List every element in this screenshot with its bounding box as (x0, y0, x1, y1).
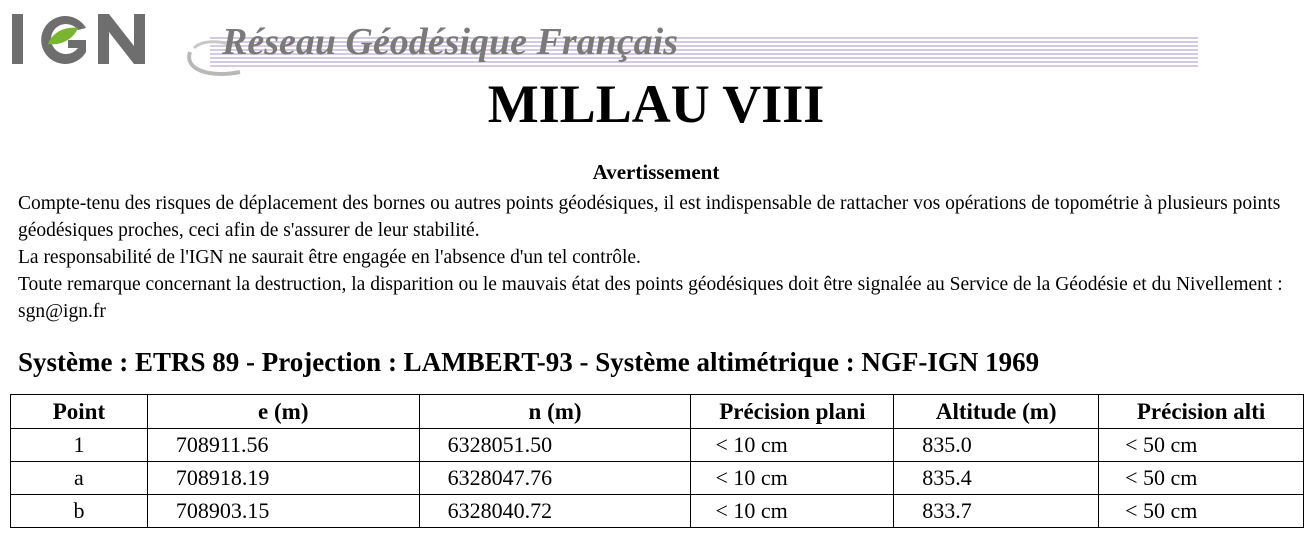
cell-precision-plani: < 10 cm (691, 429, 894, 462)
table-row (11, 429, 1304, 462)
warning-paragraph: La responsabilité de l'IGN ne saurait être engagée en l'absence d'un tel contrôle. (18, 247, 641, 268)
column-header-n: n (m) (419, 395, 691, 429)
warning-paragraph: Compte-tenu des risques de déplacement des bornes ou autres points géodésiques, il est indispensable de rattacher vos opérations de topométrie à plusieurs points géodésiques proches, ceci afin de s'assurer de leur stabilité. (18, 193, 1281, 241)
cell-precision-plani: < 10 cm (691, 462, 894, 495)
warning-text (18, 190, 1310, 325)
cell-altitude: 833.7 (894, 495, 1099, 528)
header (0, 0, 1312, 80)
cell-n: 6328051.50 (419, 429, 691, 462)
site-name: MILLAU VIII (487, 74, 825, 134)
cell-precision-alti: < 50 cm (1099, 462, 1304, 495)
warning-paragraph (18, 271, 1310, 325)
cell-e: 708903.15 (147, 495, 419, 528)
column-header-altitude: Altitude (m) (894, 395, 1099, 429)
table-row (11, 462, 1304, 495)
warning-title: Avertissement (592, 160, 720, 184)
cell-e: 708911.56 (147, 429, 419, 462)
cell-point: b (11, 495, 148, 528)
table-header-row (11, 395, 1304, 429)
cell-precision-plani: < 10 cm (691, 495, 894, 528)
warning-paragraph-text: Toute remarque concernant la destruction, la disparition ou le mauvais état des points géodésiques doit être signalée au Service de la Géodésie et du Nivellement : sgn@ign.fr (18, 274, 1283, 322)
cell-precision-alti: < 50 cm (1099, 429, 1304, 462)
cell-precision-alti: < 50 cm (1099, 495, 1304, 528)
ign-logo (8, 6, 148, 70)
points-table (10, 394, 1304, 528)
cell-e: 708918.19 (147, 462, 419, 495)
banner (180, 18, 1200, 80)
cell-altitude: 835.0 (894, 429, 1099, 462)
column-header-point: Point (11, 395, 148, 429)
cell-n: 6328047.76 (419, 462, 691, 495)
banner-title: Réseau Géodésique Français (222, 21, 678, 63)
cell-n: 6328040.72 (419, 495, 691, 528)
column-header-e: e (m) (147, 395, 419, 429)
table-row (11, 495, 1304, 528)
cell-point: a (11, 462, 148, 495)
cell-point: 1 (11, 429, 148, 462)
column-header-precision-plani: Précision plani (691, 395, 894, 429)
column-header-precision-alti: Précision alti (1099, 395, 1304, 429)
system-line: Système : ETRS 89 - Projection : LAMBERT-93 - Système altimétrique : NGF-IGN 1969 (18, 347, 1040, 377)
cell-altitude: 835.4 (894, 462, 1099, 495)
